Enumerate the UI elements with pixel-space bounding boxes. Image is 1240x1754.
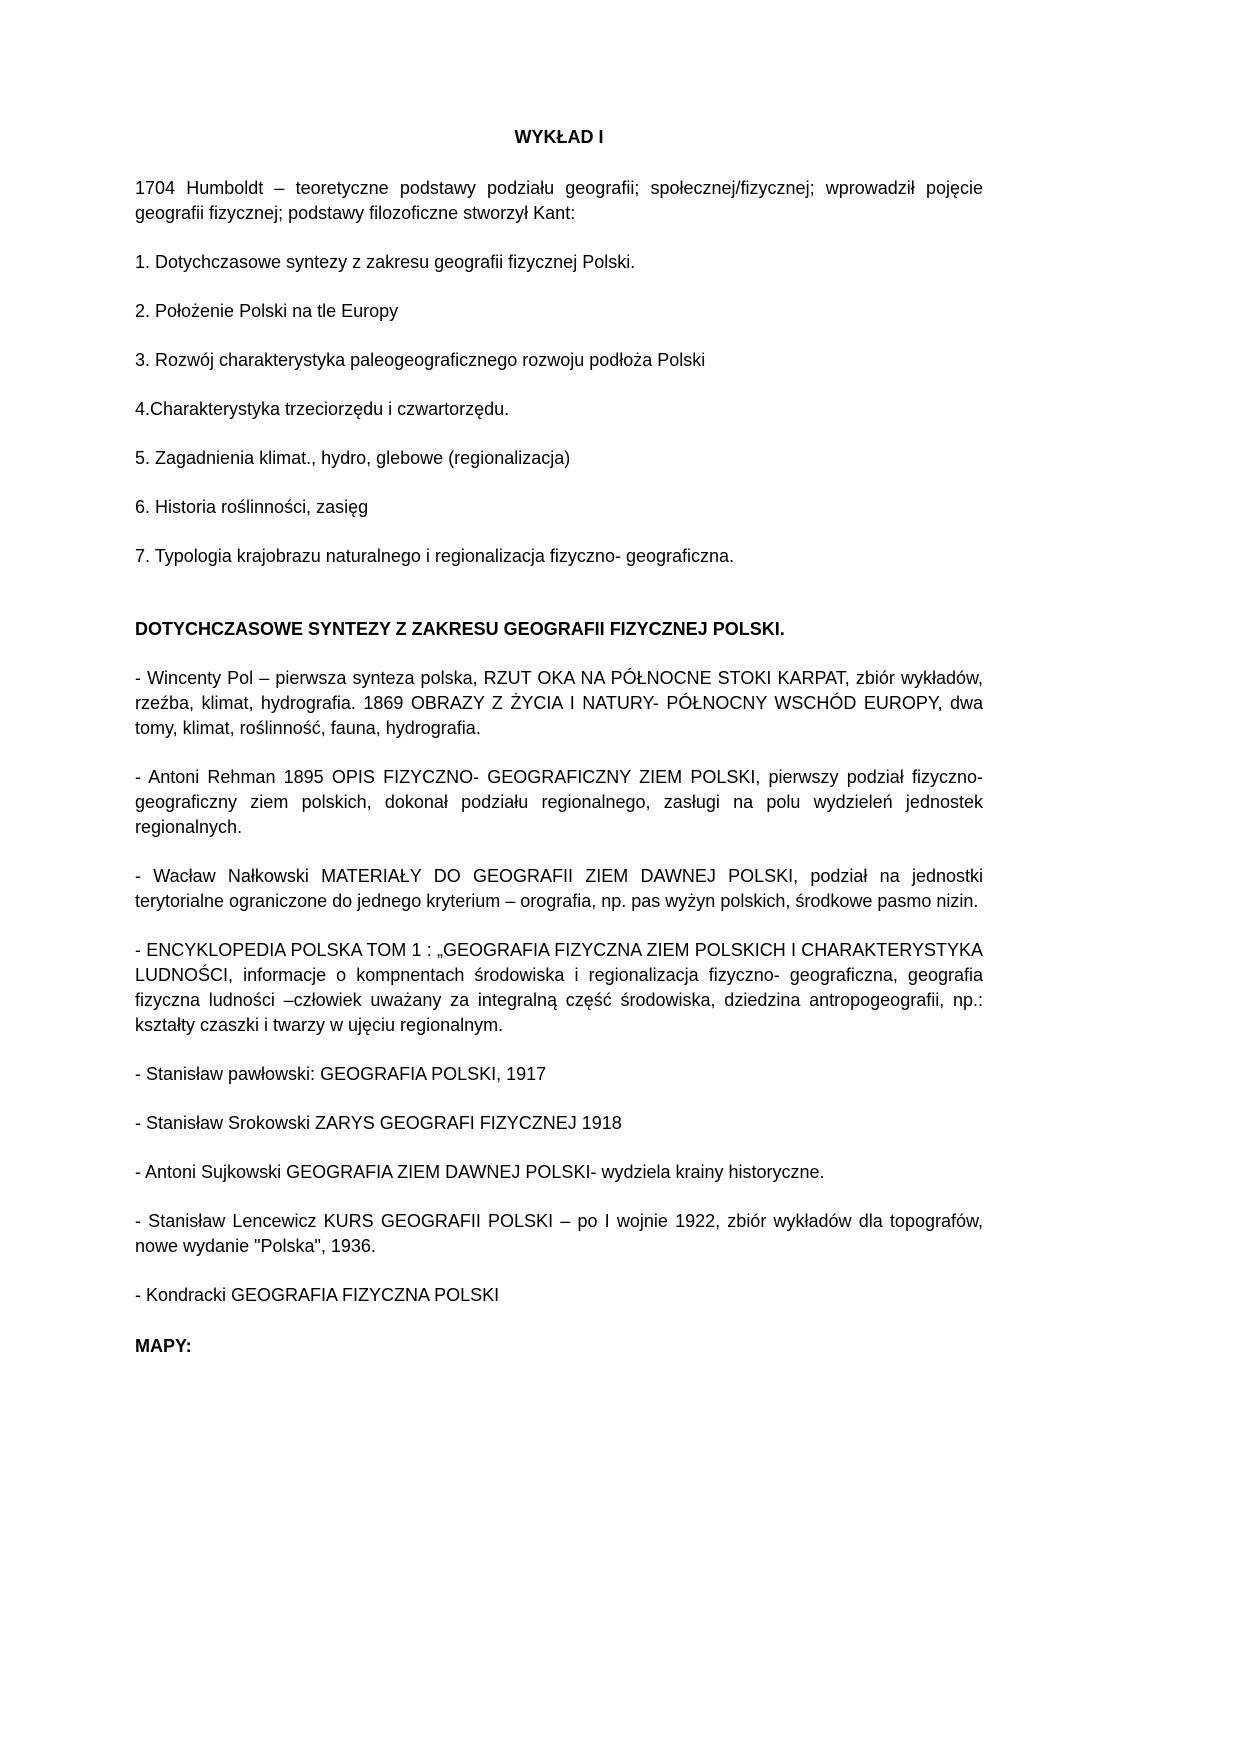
entry-paragraph: - Wincenty Pol – pierwsza synteza polska, RZUT OKA NA PÓŁNOCNE STOKI KARPAT, zbiór wykładów, rzeźba, klimat, hydrografia. 1869 OBRAZY Z ŻYCIA I NATURY- PÓŁNOCNY WSCHÓD EUROPY, dwa tomy, klimat, roślinność, fauna, hydrografia. (135, 668, 983, 738)
entry-paragraph: - Antoni Rehman 1895 OPIS FIZYCZNO- GEOGRAFICZNY ZIEM POLSKI, pierwszy podział fizyczno-geograficzny ziem polskich, dokonał podziału regionalnego, zasługi na polu wydzieleń jednostek regionalnych. (135, 767, 983, 837)
list-item: 2. Położenie Polski na tle Europy (135, 301, 399, 321)
list-item: 6. Historia roślinności, zasięg (135, 497, 369, 517)
entry-paragraph: - Antoni Sujkowski GEOGRAFIA ZIEM DAWNEJ POLSKI- wydziela krainy historyczne. (135, 1162, 825, 1182)
list-item: 5. Zagadnienia klimat., hydro, glebowe (regionalizacja) (135, 448, 571, 468)
entry-paragraph: - Kondracki GEOGRAFIA FIZYCZNA POLSKI (135, 1285, 500, 1305)
entry-paragraph: - Wacław Nałkowski MATERIAŁY DO GEOGRAFII ZIEM DAWNEJ POLSKI, podział na jednostki terytorialne ograniczone do jednego kryterium – orografia, np. pas wyżyn polskich, środkowe pasmo nizin. (135, 866, 983, 911)
maps-heading: MAPY: (135, 1336, 192, 1356)
entry-paragraph: - Stanisław Lencewicz KURS GEOGRAFII POLSKI – po I wojnie 1922, zbiór wykładów dla topografów, nowe wydanie "Polska", 1936. (135, 1211, 983, 1256)
entry-paragraph: - Stanisław Srokowski ZARYS GEOGRAFI FIZYCZNEJ 1918 (135, 1113, 622, 1133)
intro-paragraph: 1704 Humboldt – teoretyczne podstawy podziału geografii; społecznej/fizycznej; wprowadził pojęcie geografii fizycznej; podstawy filozoficzne stworzył Kant: (135, 178, 983, 223)
list-item: 1. Dotychczasowe syntezy z zakresu geografii fizycznej Polski. (135, 252, 636, 272)
section-heading: DOTYCHCZASOWE SYNTEZY Z ZAKRESU GEOGRAFII FIZYCZNEJ POLSKI. (135, 619, 785, 639)
entry-paragraph: - ENCYKLOPEDIA POLSKA TOM 1 : „GEOGRAFIA FIZYCZNA ZIEM POLSKICH I CHARAKTERYSTYKA LUDNOŚCI, informacje o kompnentach środowiska i regionalizacja fizyczno- geograficzna, geografia fizyczna ludności –człowiek uważany za integralną część środowiska, dziedzina antropogeografii, np.: kształty czaszki i twarzy w ujęciu regionalnym. (135, 940, 983, 1035)
list-item: 7. Typologia krajobrazu naturalnego i regionalizacja fizyczno- geograficzna. (135, 546, 735, 566)
entry-paragraph: - Stanisław pawłowski: GEOGRAFIA POLSKI, 1917 (135, 1064, 547, 1084)
list-item: 4.Charakterystyka trzeciorzędu i czwartorzędu. (135, 399, 510, 419)
list-item: 3. Rozwój charakterystyka paleogeograficznego rozwoju podłoża Polski (135, 350, 706, 370)
page-title: WYKŁAD I (514, 127, 604, 147)
